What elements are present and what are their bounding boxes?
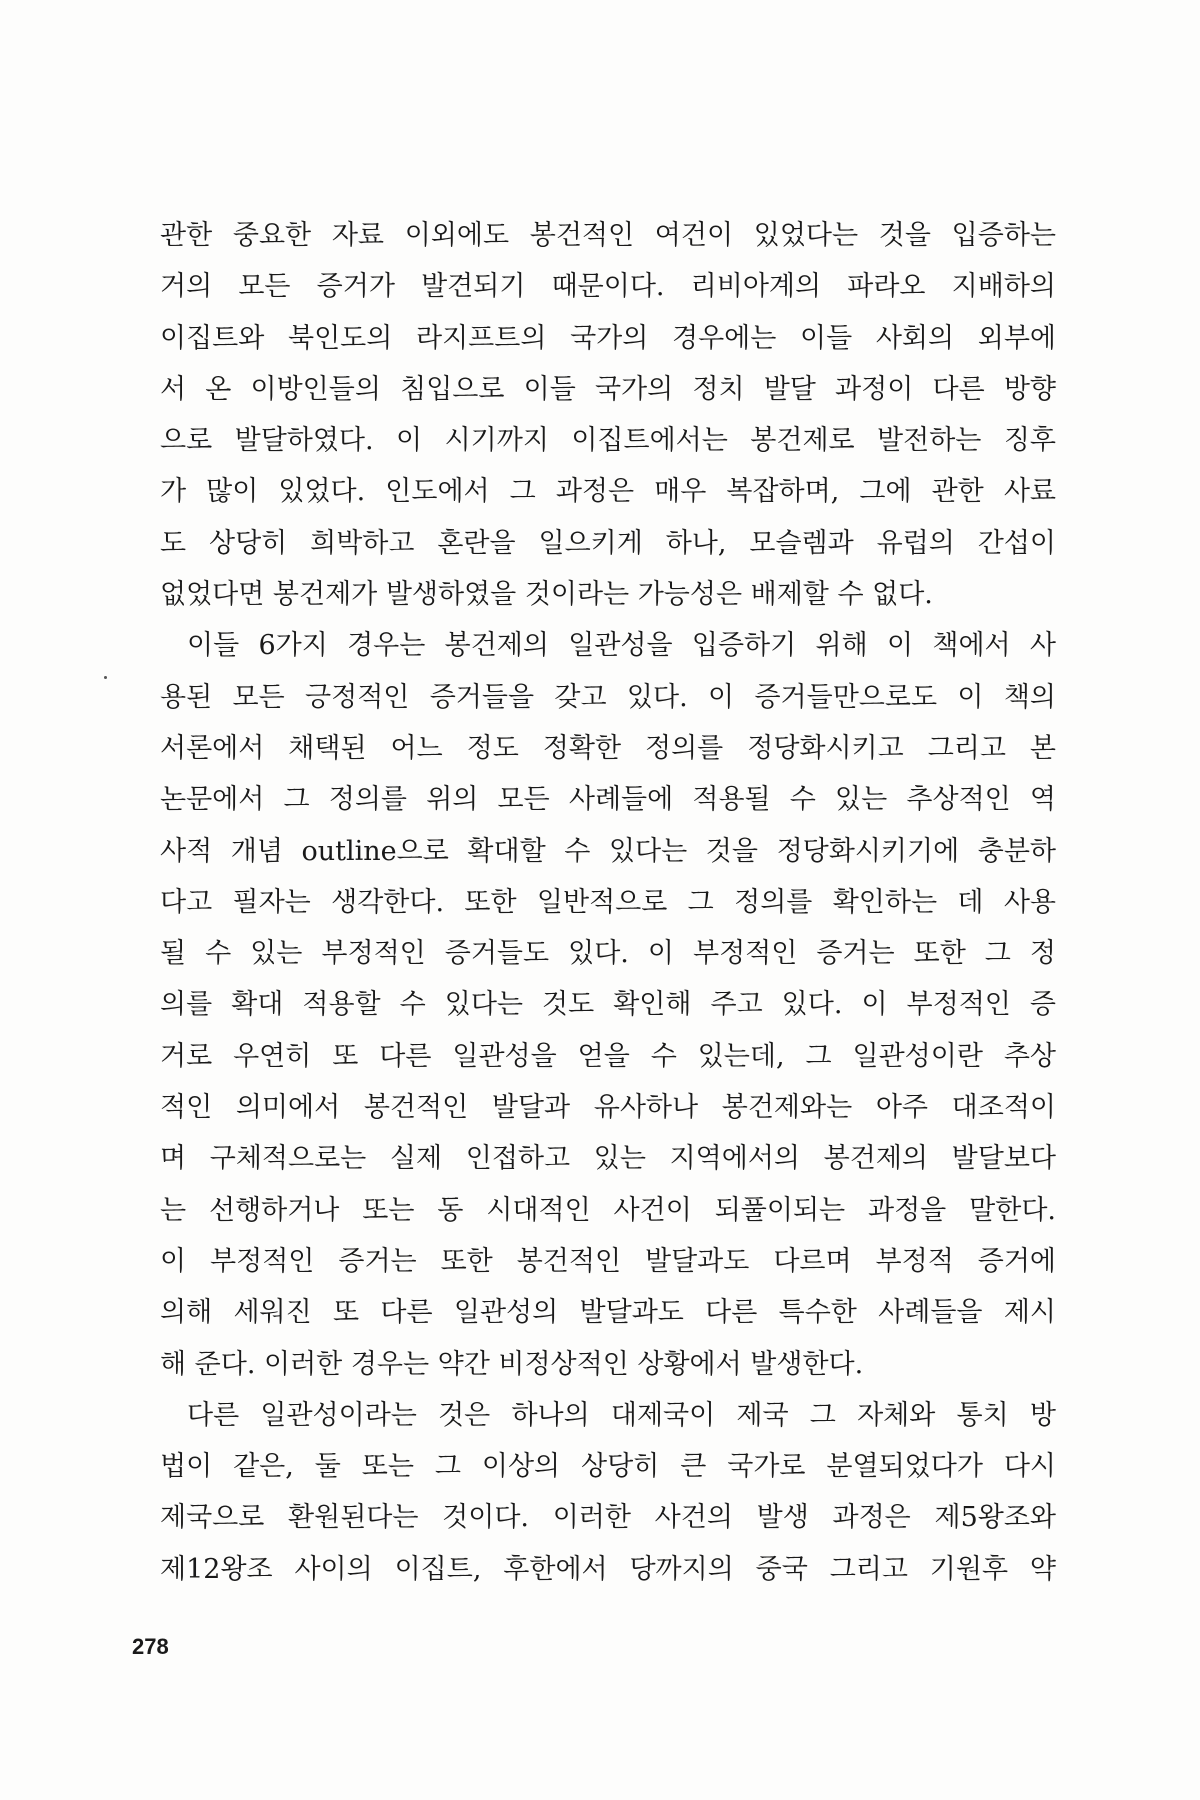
text-line: 으로 발달하였다. 이 시기까지 이집트에서는 봉건제로 발전하는 징후 <box>160 425 1056 457</box>
text-line: 의를 확대 적용할 수 있다는 것도 확인해 주고 있다. 이 부정적인 증 <box>160 989 1056 1021</box>
text-line: 제국으로 환원된다는 것이다. 이러한 사건의 발생 과정은 제5왕조와 <box>160 1502 1056 1534</box>
text-line: 제12왕조 사이의 이집트, 후한에서 당까지의 중국 그리고 기원후 약 <box>160 1553 1056 1585</box>
text-line: 거로 우연히 또 다른 일관성을 얻을 수 있는데, 그 일관성이란 추상 <box>160 1040 1056 1072</box>
paragraph-2 <box>160 620 1056 1389</box>
paragraph-1 <box>160 210 1056 620</box>
text-line: 의해 세워진 또 다른 일관성의 발달과도 다른 특수한 사례들을 제시 <box>160 1297 1056 1329</box>
text-line: 다고 필자는 생각한다. 또한 일반적으로 그 정의를 확인하는 데 사용 <box>160 886 1056 918</box>
text-line: 거의 모든 증거가 발견되기 때문이다. 리비아계의 파라오 지배하의 <box>160 271 1056 303</box>
text-line: 며 구체적으로는 실제 인접하고 있는 지역에서의 봉건제의 발달보다 <box>160 1143 1056 1175</box>
text-line: 법이 같은, 둘 또는 그 이상의 상당히 큰 국가로 분열되었다가 다시 <box>160 1451 1056 1483</box>
text-line: 서 온 이방인들의 침입으로 이들 국가의 정치 발달 과정이 다른 방향 <box>160 373 1056 405</box>
text-line: 가 많이 있었다. 인도에서 그 과정은 매우 복잡하며, 그에 관한 사료 <box>160 476 1056 508</box>
text-line: 관한 중요한 자료 이외에도 봉건적인 여건이 있었다는 것을 입증하는 <box>160 220 1056 251</box>
paragraph-3 <box>160 1390 1056 1595</box>
text-line: 될 수 있는 부정적인 증거들도 있다. 이 부정적인 증거는 또한 그 정 <box>160 938 1056 970</box>
text-line: 용된 모든 긍정적인 증거들을 갖고 있다. 이 증거들만으로도 이 책의 <box>160 681 1056 713</box>
text-line: 다른 일관성이라는 것은 하나의 대제국이 제국 그 자체와 통치 방 <box>187 1399 1056 1431</box>
text-line: 없었다면 봉건제가 발생하였을 것이라는 가능성은 배제할 수 없다. <box>160 579 933 611</box>
text-line: 도 상당히 희박하고 혼란을 일으키게 하나, 모슬렘과 유럽의 간섭이 <box>160 527 1056 559</box>
text-line: 는 선행하거나 또는 동 시대적인 사건이 되풀이되는 과정을 말한다. <box>160 1194 1056 1226</box>
text-line: 이 부정적인 증거는 또한 봉건적인 발달과도 다르며 부정적 증거에 <box>160 1245 1056 1277</box>
margin-mark <box>104 676 107 679</box>
text-line: 사적 개념 outline으로 확대할 수 있다는 것을 정당화시키기에 충분하 <box>160 835 1056 867</box>
text-line: 이들 6가지 경우는 봉건제의 일관성을 입증하기 위해 이 책에서 사 <box>187 630 1056 662</box>
page-number: 278 <box>132 1634 169 1659</box>
text-line: 적인 의미에서 봉건적인 발달과 유사하나 봉건제와는 아주 대조적이 <box>160 1092 1056 1124</box>
body-text <box>160 210 1056 1595</box>
text-line: 이집트와 북인도의 라지프트의 국가의 경우에는 이들 사회의 외부에 <box>160 322 1056 354</box>
text-line: 해 준다. 이러한 경우는 약간 비정상적인 상황에서 발생한다. <box>160 1348 864 1380</box>
text-line: 논문에서 그 정의를 위의 모든 사례들에 적용될 수 있는 추상적인 역 <box>160 784 1056 816</box>
text-line: 서론에서 채택된 어느 정도 정확한 정의를 정당화시키고 그리고 본 <box>160 732 1056 764</box>
